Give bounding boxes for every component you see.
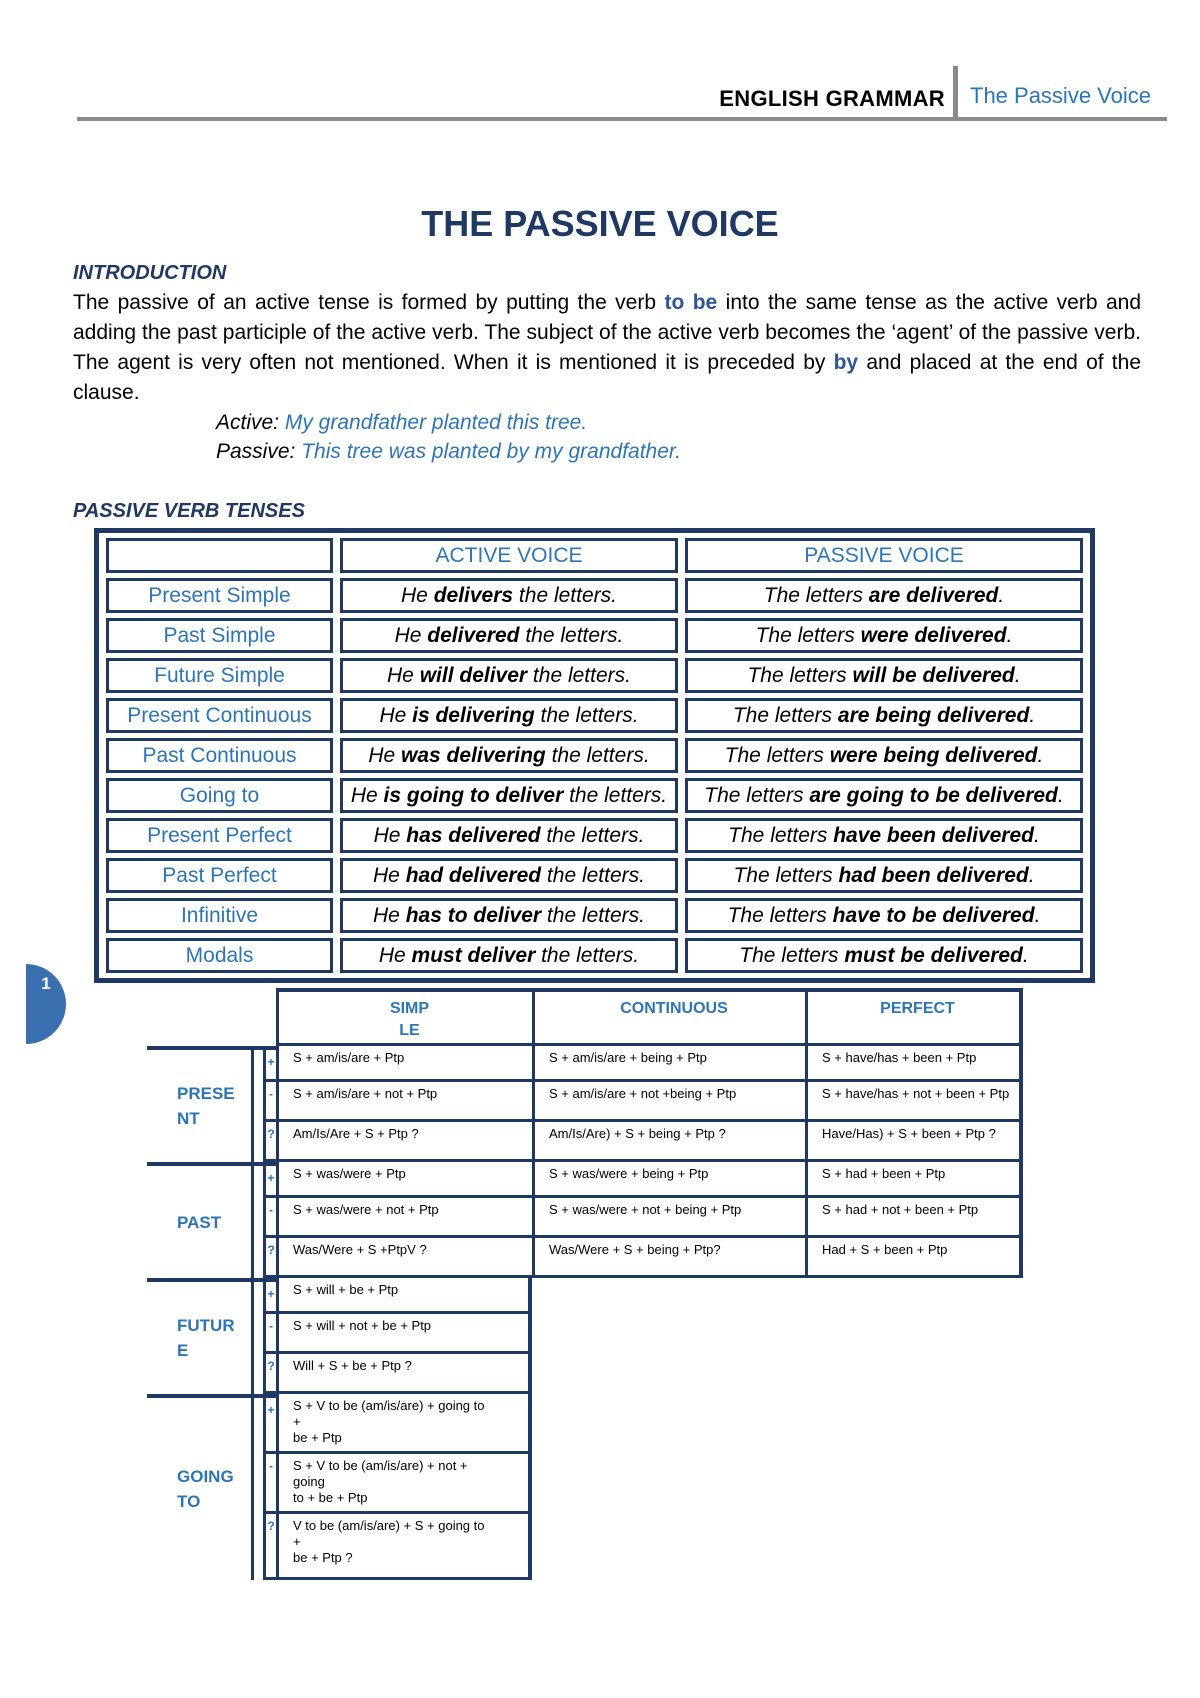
sentence-text: The letters <box>728 824 834 847</box>
active-sentence <box>340 818 678 853</box>
page-number-badge <box>26 964 66 1044</box>
tense-name: Future Simple <box>106 658 333 693</box>
tenses-table <box>94 528 1095 983</box>
sentence-text: The letters <box>739 944 845 967</box>
table-row <box>106 658 1083 693</box>
formula-cell: V to be (am/is/are) + S + going to + be + Ptp ? <box>276 1514 532 1580</box>
intro-text: and placed at the end of the clause. <box>73 351 1141 404</box>
tense-name: Past Continuous <box>106 738 333 773</box>
header-corner <box>147 988 251 1046</box>
empty-cell <box>805 1394 1023 1454</box>
table-row <box>106 698 1083 733</box>
formula-cell: S + am/is/are + being + Ptp <box>532 1046 805 1082</box>
active-sentence <box>340 658 678 693</box>
sentence-text: the letters. <box>563 784 668 807</box>
verb-form: has to deliver <box>405 904 542 927</box>
tense-group-label: FUTUR E <box>147 1278 251 1394</box>
row-sign: + <box>263 1394 276 1454</box>
verb-form: delivered <box>427 624 520 647</box>
table-header-row <box>106 538 1083 573</box>
sentence-text: He <box>373 904 406 927</box>
verb-form: has delivered <box>406 824 541 847</box>
sentence-text: . <box>1057 784 1064 807</box>
table-row <box>106 578 1083 613</box>
header-active: ACTIVE VOICE <box>340 538 678 573</box>
row-sign: - <box>263 1198 276 1238</box>
sentence-text: He <box>373 864 406 887</box>
table-row <box>106 858 1083 893</box>
tense-group-label: PAST <box>147 1162 251 1278</box>
sentence-text: The letters <box>747 664 853 687</box>
intro-text: The passive of an active tense is formed by putting the verb <box>73 291 665 314</box>
verb-form: have to be delivered <box>832 904 1035 927</box>
verb-form: must be delivered <box>844 944 1023 967</box>
passive-sentence <box>685 618 1083 653</box>
formula-cell: S + will + not + be + Ptp <box>276 1314 532 1354</box>
header-subject: ENGLISH GRAMMAR <box>719 86 945 111</box>
verb-form: had delivered <box>405 864 542 887</box>
empty-cell <box>532 1394 805 1454</box>
row-spacer <box>251 1314 263 1354</box>
sentence-text: He <box>350 784 384 807</box>
intro-heading: INTRODUCTION <box>73 262 227 284</box>
formula-cell: Was/Were + S + being + Ptp? <box>532 1238 805 1278</box>
tense-group-label: PRESE NT <box>147 1046 251 1162</box>
formula-cell: S + was/were + being + Ptp <box>532 1162 805 1198</box>
sentence-text: He <box>368 744 402 767</box>
row-spacer <box>251 1354 263 1394</box>
intro-text: into the same tense as the active verb and adding the past participle of the active verb. The subject of the active verb becomes the ‘agent’ of the passive verb. The agent is very often not mentioned. When it is mentioned it is preceded by <box>73 291 1142 374</box>
row-sign: - <box>263 1314 276 1354</box>
sentence-text: the letters. <box>534 704 639 727</box>
sentence-text: the letters. <box>540 824 645 847</box>
empty-cell <box>805 1278 1023 1314</box>
intro-keyword: to be <box>664 291 718 314</box>
tense-name: Present Continuous <box>106 698 333 733</box>
sentence-text: The letters <box>732 704 838 727</box>
formula-cell: S + have/has + not + been + Ptp <box>805 1082 1023 1122</box>
col-perfect: PERFECT <box>805 988 1023 1046</box>
passive-example <box>216 440 681 464</box>
table-row <box>106 938 1083 973</box>
col-continuous: CONTINUOUS <box>532 988 805 1046</box>
tense-name: Past Simple <box>106 618 333 653</box>
sentence-text: the letters. <box>519 624 624 647</box>
row-sign: + <box>263 1278 276 1314</box>
header-empty-cell <box>106 538 333 573</box>
tense-name: Past Perfect <box>106 858 333 893</box>
sentence-text: The letters <box>704 784 810 807</box>
row-spacer <box>251 1082 263 1122</box>
verb-form: were delivered <box>860 624 1007 647</box>
sentence-text: the letters. <box>527 664 631 687</box>
example-sentence: This tree was planted by my grandfather. <box>301 440 681 463</box>
row-sign: ? <box>263 1238 276 1278</box>
passive-sentence <box>685 698 1083 733</box>
row-spacer <box>251 1238 263 1278</box>
passive-sentence <box>685 938 1083 973</box>
sentence-text: . <box>1028 864 1035 887</box>
sentence-text: . <box>998 584 1005 607</box>
sentence-text: . <box>1033 824 1040 847</box>
row-sign: + <box>263 1046 276 1082</box>
active-sentence <box>340 738 678 773</box>
formula-cell: S + V to be (am/is/are) + going to + be + Ptp <box>276 1394 532 1454</box>
formula-cell: Am/Is/Are) + S + being + Ptp ? <box>532 1122 805 1162</box>
sentence-text: . <box>1037 744 1044 767</box>
header-corner <box>251 988 263 1046</box>
formula-cell: S + had + not + been + Ptp <box>805 1198 1023 1238</box>
page-title: THE PASSIVE VOICE <box>421 203 779 244</box>
row-sign: + <box>263 1162 276 1198</box>
sentence-text: the letters. <box>513 584 617 607</box>
sentence-text: . <box>1022 944 1029 967</box>
empty-cell <box>805 1514 1023 1580</box>
formula-cell: S + was/were + not + Ptp <box>276 1198 532 1238</box>
verb-form: are being delivered <box>837 704 1030 727</box>
row-sign: - <box>263 1454 276 1514</box>
sentence-text: He <box>378 944 412 967</box>
verb-form: will deliver <box>419 664 528 687</box>
passive-sentence <box>685 898 1083 933</box>
formula-cell: S + am/is/are + not +being + Ptp <box>532 1082 805 1122</box>
sentence-text: The letters <box>727 904 833 927</box>
row-spacer <box>251 1046 263 1082</box>
sentence-text: The letters <box>763 584 869 607</box>
passive-sentence <box>685 778 1083 813</box>
row-spacer <box>251 1278 263 1314</box>
tense-name: Present Simple <box>106 578 333 613</box>
formula-cell: Am/Is/Are + S + Ptp ? <box>276 1122 532 1162</box>
verb-form: are going to be delivered <box>809 784 1058 807</box>
sentence-text: the letters. <box>541 904 645 927</box>
active-sentence <box>340 898 678 933</box>
formula-cell: S + had + been + Ptp <box>805 1162 1023 1198</box>
active-sentence <box>340 578 678 613</box>
tenses-heading: PASSIVE VERB TENSES <box>73 500 305 522</box>
row-sign: ? <box>263 1514 276 1580</box>
sentence-text: . <box>1029 704 1036 727</box>
empty-cell <box>805 1454 1023 1514</box>
passive-sentence <box>685 818 1083 853</box>
formula-table <box>147 988 1034 1580</box>
table-row <box>106 818 1083 853</box>
empty-cell <box>532 1278 805 1314</box>
passive-sentence <box>685 658 1083 693</box>
header-corner <box>263 988 276 1046</box>
sentence-text: He <box>401 584 434 607</box>
row-spacer <box>251 1394 263 1454</box>
empty-cell <box>805 1354 1023 1394</box>
verb-form: delivers <box>433 584 514 607</box>
passive-sentence <box>685 578 1083 613</box>
verb-form: have been delivered <box>833 824 1034 847</box>
col-simple: SIMP LE <box>276 988 532 1046</box>
verb-form: had been delivered <box>838 864 1029 887</box>
tense-name: Present Perfect <box>106 818 333 853</box>
sentence-text: The letters <box>755 624 861 647</box>
verb-form: are delivered <box>868 584 999 607</box>
sentence-text: the letters. <box>545 744 650 767</box>
active-sentence <box>340 618 678 653</box>
sentence-text: He <box>394 624 428 647</box>
formula-cell: S + am/is/are + Ptp <box>276 1046 532 1082</box>
formula-cell: S + V to be (am/is/are) + not + going to + be + Ptp <box>276 1454 532 1514</box>
formula-cell: S + have/has + been + Ptp <box>805 1046 1023 1082</box>
active-sentence <box>340 858 678 893</box>
header-topic: The Passive Voice <box>970 83 1151 108</box>
sentence-text: He <box>379 704 413 727</box>
formula-cell: S + was/were + not + being + Ptp <box>532 1198 805 1238</box>
table-row <box>106 738 1083 773</box>
verb-form: was delivering <box>401 744 546 767</box>
formula-grid <box>147 988 1034 1580</box>
example-label: Passive: <box>216 440 302 463</box>
formula-cell: Was/Were + S +PtpV ? <box>276 1238 532 1278</box>
row-sign: ? <box>263 1354 276 1394</box>
sentence-text: He <box>373 824 407 847</box>
empty-cell <box>532 1514 805 1580</box>
verb-form: must deliver <box>411 944 536 967</box>
example-sentence: My grandfather planted this tree. <box>284 411 588 434</box>
formula-cell: Will + S + be + Ptp ? <box>276 1354 532 1394</box>
intro-paragraph <box>73 288 1141 408</box>
tense-group-label: GOING TO <box>147 1394 251 1580</box>
sentence-text: . <box>1006 624 1013 647</box>
verb-form: were being delivered <box>829 744 1038 767</box>
sentence-text: the letters. <box>541 864 645 887</box>
row-sign: ? <box>263 1122 276 1162</box>
formula-cell: S + was/were + Ptp <box>276 1162 532 1198</box>
table-row <box>106 898 1083 933</box>
row-spacer <box>251 1514 263 1580</box>
formula-cell: S + am/is/are + not + Ptp <box>276 1082 532 1122</box>
sentence-text: The letters <box>733 864 839 887</box>
header-separator <box>953 66 958 120</box>
verb-form: will be delivered <box>852 664 1015 687</box>
active-sentence <box>340 698 678 733</box>
table-row <box>106 618 1083 653</box>
row-spacer <box>251 1162 263 1198</box>
table-row <box>106 778 1083 813</box>
page-number: 1 <box>41 974 51 993</box>
passive-sentence <box>685 858 1083 893</box>
sentence-text: the letters. <box>535 944 640 967</box>
empty-cell <box>532 1314 805 1354</box>
header-rule <box>77 117 1167 121</box>
tense-name: Modals <box>106 938 333 973</box>
row-spacer <box>251 1198 263 1238</box>
tense-name: Going to <box>106 778 333 813</box>
empty-cell <box>805 1314 1023 1354</box>
example-label: Active: <box>216 411 285 434</box>
sentence-text: . <box>1034 904 1041 927</box>
empty-cell <box>532 1354 805 1394</box>
empty-cell <box>532 1454 805 1514</box>
active-sentence <box>340 938 678 973</box>
verb-form: is delivering <box>412 704 535 727</box>
sentence-text: . <box>1014 664 1021 687</box>
sentence-text: He <box>387 664 420 687</box>
passive-sentence <box>685 738 1083 773</box>
verb-form: is going to deliver <box>383 784 564 807</box>
intro-keyword: by <box>833 351 859 374</box>
header-passive: PASSIVE VOICE <box>685 538 1083 573</box>
formula-cell: S + will + be + Ptp <box>276 1278 532 1314</box>
sentence-text: The letters <box>724 744 830 767</box>
row-spacer <box>251 1454 263 1514</box>
formula-cell: Had + S + been + Ptp <box>805 1238 1023 1278</box>
row-sign: - <box>263 1082 276 1122</box>
row-spacer <box>251 1122 263 1162</box>
formula-cell: Have/Has) + S + been + Ptp ? <box>805 1122 1023 1162</box>
active-sentence <box>340 778 678 813</box>
active-example <box>216 411 587 435</box>
tense-name: Infinitive <box>106 898 333 933</box>
